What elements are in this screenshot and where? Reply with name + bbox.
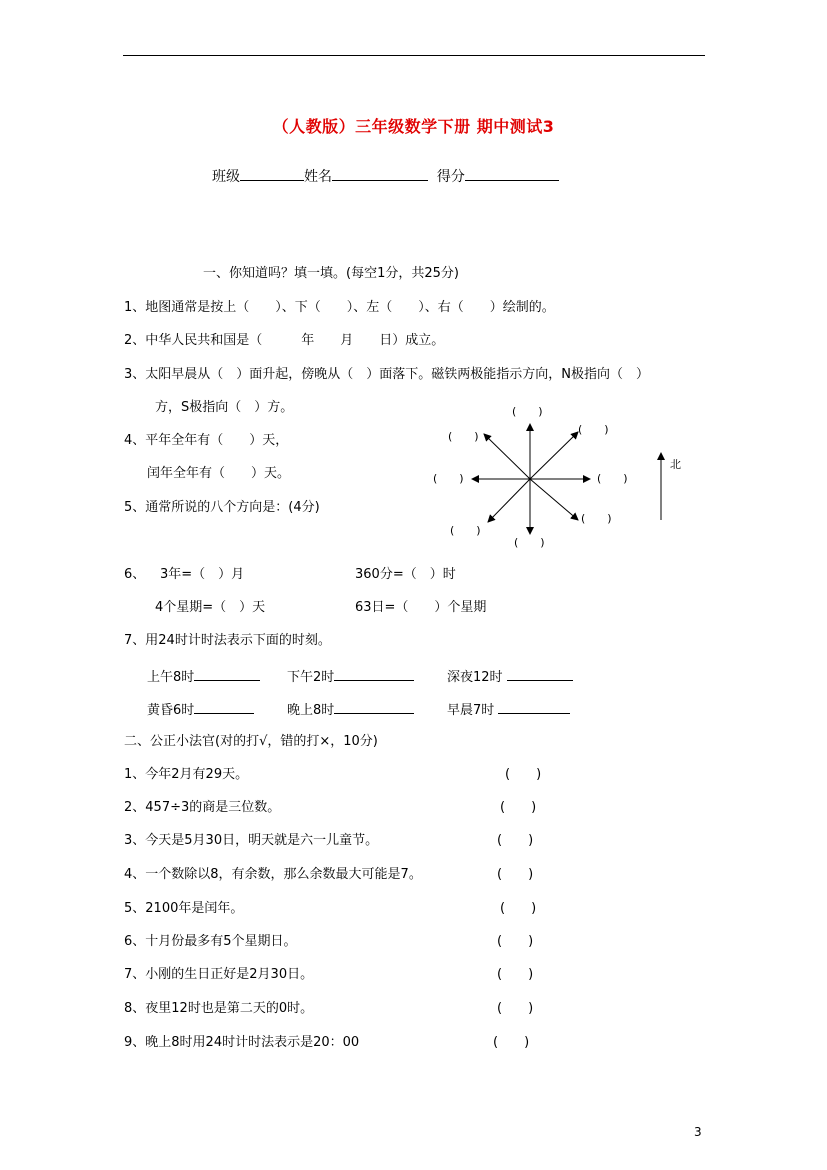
arrow-northwest bbox=[484, 434, 530, 479]
section2-heading: 二、公正小法官(对的打√，错的打×，10分) bbox=[124, 734, 378, 749]
q7-item: 早晨7时 bbox=[447, 699, 570, 720]
blank-west[interactable]: ( ) bbox=[433, 472, 464, 485]
question-6-weeks: 63日=（ ）个星期 bbox=[355, 600, 487, 615]
judge-item-7: 7、小刚的生日正好是2月30日。 bbox=[124, 967, 314, 982]
judge-answer-7[interactable]: ( ) bbox=[497, 967, 534, 982]
judge-answer-4[interactable]: ( ) bbox=[497, 867, 534, 882]
arrow-southwest bbox=[488, 479, 530, 522]
blank-north[interactable]: ( ) bbox=[512, 405, 543, 418]
judge-item-1: 1、今年2月有29天。 bbox=[124, 767, 249, 782]
judge-answer-3[interactable]: ( ) bbox=[497, 833, 534, 848]
judge-answer-1[interactable]: ( ) bbox=[505, 767, 542, 782]
question-6-hours: 360分=（ ）时 bbox=[355, 567, 456, 582]
page-number: 3 bbox=[694, 1125, 702, 1139]
header-rule bbox=[123, 55, 705, 56]
judge-item-8: 8、夜里12时也是第二天的0时。 bbox=[124, 1001, 314, 1016]
section1-heading: 一、你知道吗？填一填。(每空1分，共25分) bbox=[203, 266, 459, 281]
north-indicator bbox=[650, 450, 690, 522]
judge-item-2: 2、457÷3的商是三位数。 bbox=[124, 800, 281, 815]
score-label: 得分 bbox=[436, 169, 465, 185]
question-3-continued: 方，S极指向（ ）方。 bbox=[155, 400, 294, 415]
blank-northwest[interactable]: ( ) bbox=[448, 430, 479, 443]
q7-item: 上午8时 bbox=[147, 666, 260, 687]
judge-answer-5[interactable]: ( ) bbox=[500, 901, 537, 916]
blank-southwest[interactable]: ( ) bbox=[450, 524, 481, 537]
answer-blank[interactable] bbox=[507, 666, 573, 681]
q7-item: 深夜12时 bbox=[447, 666, 573, 687]
question-1: 1、地图通常是按上（ ）、下（ ）、左（ ）、右（ ）绘制的。 bbox=[124, 300, 555, 315]
blank-southeast[interactable]: ( ) bbox=[581, 512, 612, 525]
q7-item: 下午2时 bbox=[287, 666, 414, 687]
student-info-line bbox=[212, 166, 559, 186]
answer-blank[interactable] bbox=[194, 699, 254, 714]
q7-item: 黄昏6时 bbox=[147, 699, 254, 720]
name-label: 姓名 bbox=[304, 169, 332, 185]
judge-item-3: 3、今天是5月30日，明天就是六一儿童节。 bbox=[124, 833, 379, 848]
compass-diagram bbox=[420, 400, 650, 560]
answer-blank[interactable] bbox=[194, 666, 260, 681]
arrow-northeast bbox=[530, 432, 578, 479]
class-label: 班级 bbox=[212, 169, 240, 185]
question-5: 5、通常所说的八个方向是：(4分) bbox=[124, 500, 320, 515]
judge-answer-9[interactable]: ( ) bbox=[493, 1035, 530, 1050]
blank-east[interactable]: ( ) bbox=[597, 472, 628, 485]
question-7: 7、用24时计时法表示下面的时刻。 bbox=[124, 633, 331, 648]
answer-blank[interactable] bbox=[334, 699, 414, 714]
question-4-continued: 闰年全年有（ ）天。 bbox=[147, 466, 291, 481]
blank-south[interactable]: ( ) bbox=[514, 536, 545, 549]
page-title: （人教版）三年级数学下册 期中测试3 bbox=[272, 117, 555, 136]
north-label: 北 bbox=[670, 458, 681, 471]
question-3: 3、太阳早晨从（ ）面升起，傍晚从（ ）面落下。磁铁两极能指示方向，N极指向（ ） bbox=[124, 367, 649, 382]
judge-answer-6[interactable]: ( ) bbox=[497, 934, 534, 949]
q7-item: 晚上8时 bbox=[287, 699, 414, 720]
answer-blank[interactable] bbox=[498, 699, 570, 714]
score-blank[interactable] bbox=[465, 166, 559, 181]
judge-answer-8[interactable]: ( ) bbox=[497, 1001, 534, 1016]
question-2: 2、中华人民共和国是（ 年 月 日）成立。 bbox=[124, 333, 445, 348]
judge-item-5: 5、2100年是闰年。 bbox=[124, 901, 244, 916]
arrow-southeast bbox=[530, 479, 578, 520]
answer-blank[interactable] bbox=[334, 666, 414, 681]
question-6-months: 3年=（ ）月 bbox=[160, 567, 245, 582]
question-6-number: 6、 bbox=[124, 567, 146, 582]
blank-northeast[interactable]: ( ) bbox=[578, 423, 609, 436]
question-6-days: 4个星期=（ ）天 bbox=[155, 600, 266, 615]
judge-item-6: 6、十月份最多有5个星期日。 bbox=[124, 934, 297, 949]
question-4: 4、平年全年有（ ）天， bbox=[124, 433, 289, 448]
judge-item-4: 4、一个数除以8，有余数，那么余数最大可能是7。 bbox=[124, 867, 422, 882]
class-blank[interactable] bbox=[240, 166, 304, 181]
judge-answer-2[interactable]: ( ) bbox=[500, 800, 537, 815]
judge-item-9: 9、晚上8时用24时计时法表示是20：00 bbox=[124, 1035, 360, 1050]
name-blank[interactable] bbox=[332, 166, 428, 181]
north-arrowhead-icon bbox=[657, 452, 665, 460]
